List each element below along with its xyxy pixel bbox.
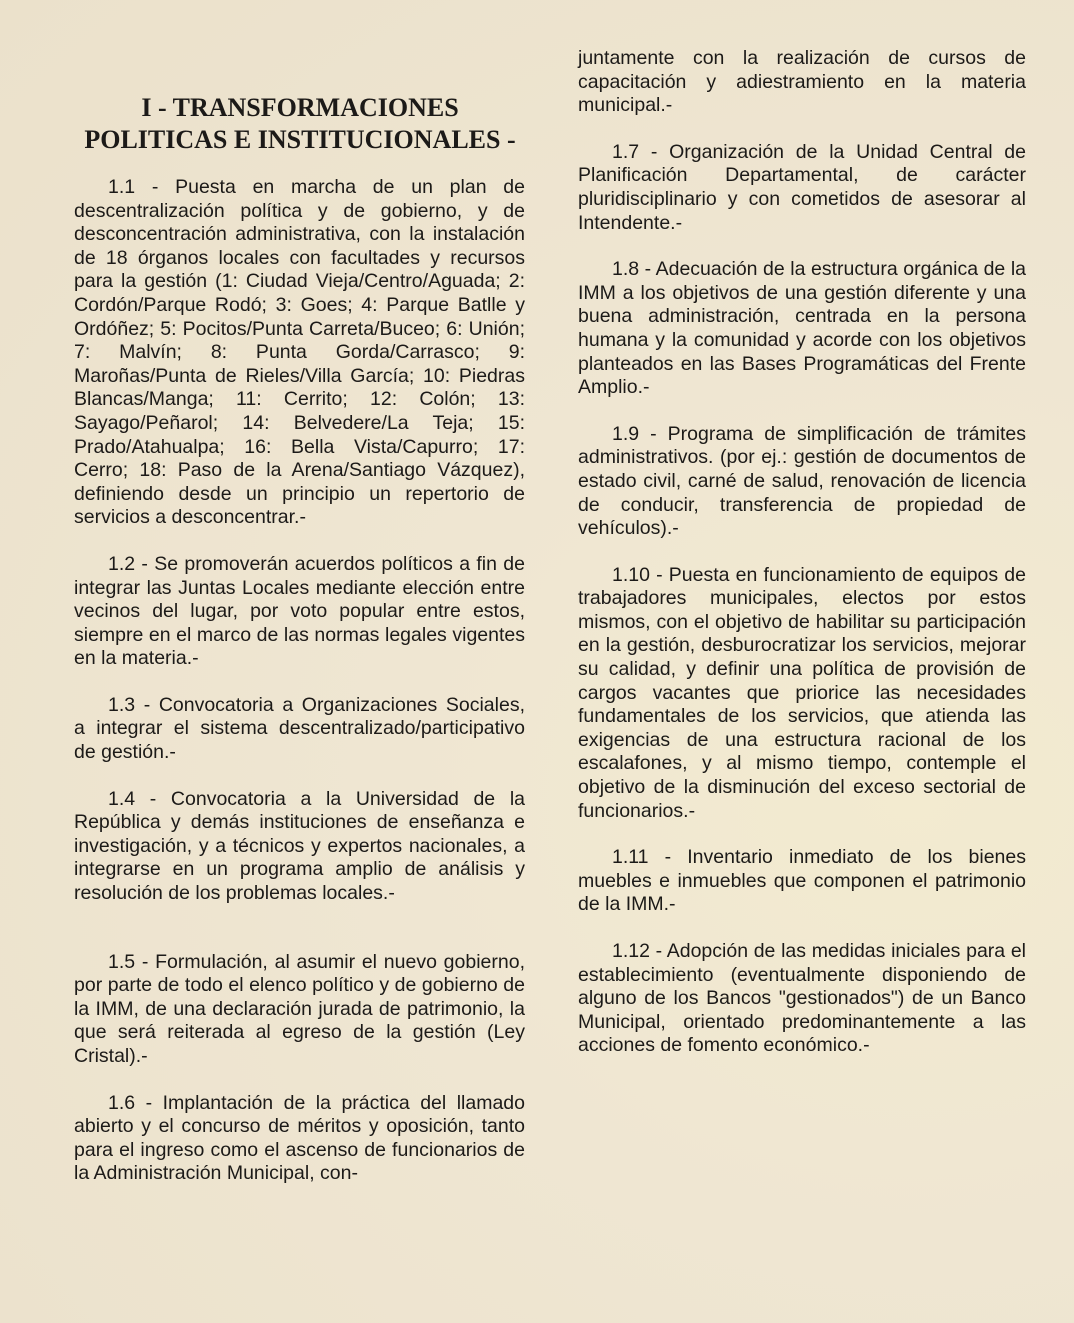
item-1-5: 1.5 - Formulación, al asumir el nuevo gobierno, por parte de todo el elenco político y de gobierno de la IMM, de una declaración jurada de patrimonio, la que será reiterada al egreso de la gestión (Ley Cristal).- xyxy=(74,950,525,1067)
item-1-11: 1.11 - Inventario inmediato de los bienes muebles e inmuebles que componen el patrimonio de la IMM.- xyxy=(578,846,1026,916)
section-title-line-1: I - TRANSFORMACIONES xyxy=(141,93,459,122)
item-1-2: 1.2 - Se promoverán acuerdos políticos a fin de integrar las Juntas Locales mediante elección entre vecinos del lugar, por voto popular entre estos, siempre en el marco de las normas legales vigentes en la materia.- xyxy=(74,552,525,670)
item-1-12: 1.12 - Adopción de las medidas iniciales para el establecimiento (eventualmente disponiendo de alguno de los Bancos "gestionados") de un Banco Municipal, orientado predominantemente a las acciones de fomento económico.- xyxy=(578,940,1026,1057)
item-1-1: 1.1 - Puesta en marcha de un plan de descentralización política y de gobierno, y de desconcentración administrativa, con la instalación de 18 órganos locales con facultades y recursos para la gestión (1: Ciudad Vieja/Centro/Aguada; 2: Cordón/Parque Rodó; 3: Goes; 4: Parque Batlle y Ordóñez; 5: Pocitos/Punta Carreta/Buceo; 6: Unión; 7: Malvín; 8: Punta Gorda/Carrasco; 9: Maroñas/Punta de Rieles/Villa García; 10: Piedras Blancas/Manga; 11: Cerrito; 12: Colón; 13: Sayago/Peñarol; 14: Belvedere/La Teja; 15: Prado/Atahualpa; 16: Bella Vista/Capurro; 17: Cerro; 18: Paso de la Arena/Santiago Vázquez), definiendo desde un principio un repertorio de servicios a desconcentrar.- xyxy=(74,176,525,529)
item-1-6-part-2: juntamente con la realización de cursos de capacitación y adiestramiento en la materia municipal.- xyxy=(578,47,1026,117)
item-1-9: 1.9 - Programa de simplificación de trámites administrativos. (por ej.: gestión de documentos de estado civil, carné de salud, renovación de licencia de conducir, transferencia de propiedad de vehículos).- xyxy=(578,422,1026,540)
section-title-line-2: POLITICAS E INSTITUCIONALES - xyxy=(84,125,516,154)
item-1-8: 1.8 - Adecuación de la estructura orgánica de la IMM a los objetivos de una gestión diferente y una buena administración, centrada en la persona humana y la comunidad y acorde con los objetivos planteados en las Bases Programáticas del Frente Amplio.- xyxy=(578,258,1026,399)
item-1-7: 1.7 - Organización de la Unidad Central de Planificación Departamental, de carácter pluridisciplinario y con cometidos de asesorar al Intendente.- xyxy=(578,140,1026,234)
item-1-3: 1.3 - Convocatoria a Organizaciones Sociales, a integrar el sistema descentralizado/participativo de gestión.- xyxy=(74,693,525,764)
section-title xyxy=(60,92,540,156)
right-column xyxy=(578,47,1026,1058)
item-1-6-part-1: 1.6 - Implantación de la práctica del llamado abierto y el concurso de méritos y oposición, tanto para el ingreso como el ascenso de funcionarios de la Administración Municipal, con- xyxy=(74,1091,525,1185)
item-1-10: 1.10 - Puesta en funcionamiento de equipos de trabajadores municipales, electos por estos mismos, con el objetivo de habilitar su participación en la gestión, desburocratizar los servicios, mejorar su calidad, y definir una política de provisión de cargos vacantes que priorice las necesidades fundamentales de los servicios, que atienda las exigencias de una estructura racional de los escalafones, y al mismo tiempo, contemple el objetivo de la disminución del exceso sectorial de funcionarios.- xyxy=(578,563,1026,822)
item-1-4: 1.4 - Convocatoria a la Universidad de la República y demás instituciones de enseñanza e investigación, y a técnicos y expertos nacionales, a integrarse en un programa amplio de análisis y resolución de los problemas locales.- xyxy=(74,787,525,905)
left-column xyxy=(74,176,525,1186)
